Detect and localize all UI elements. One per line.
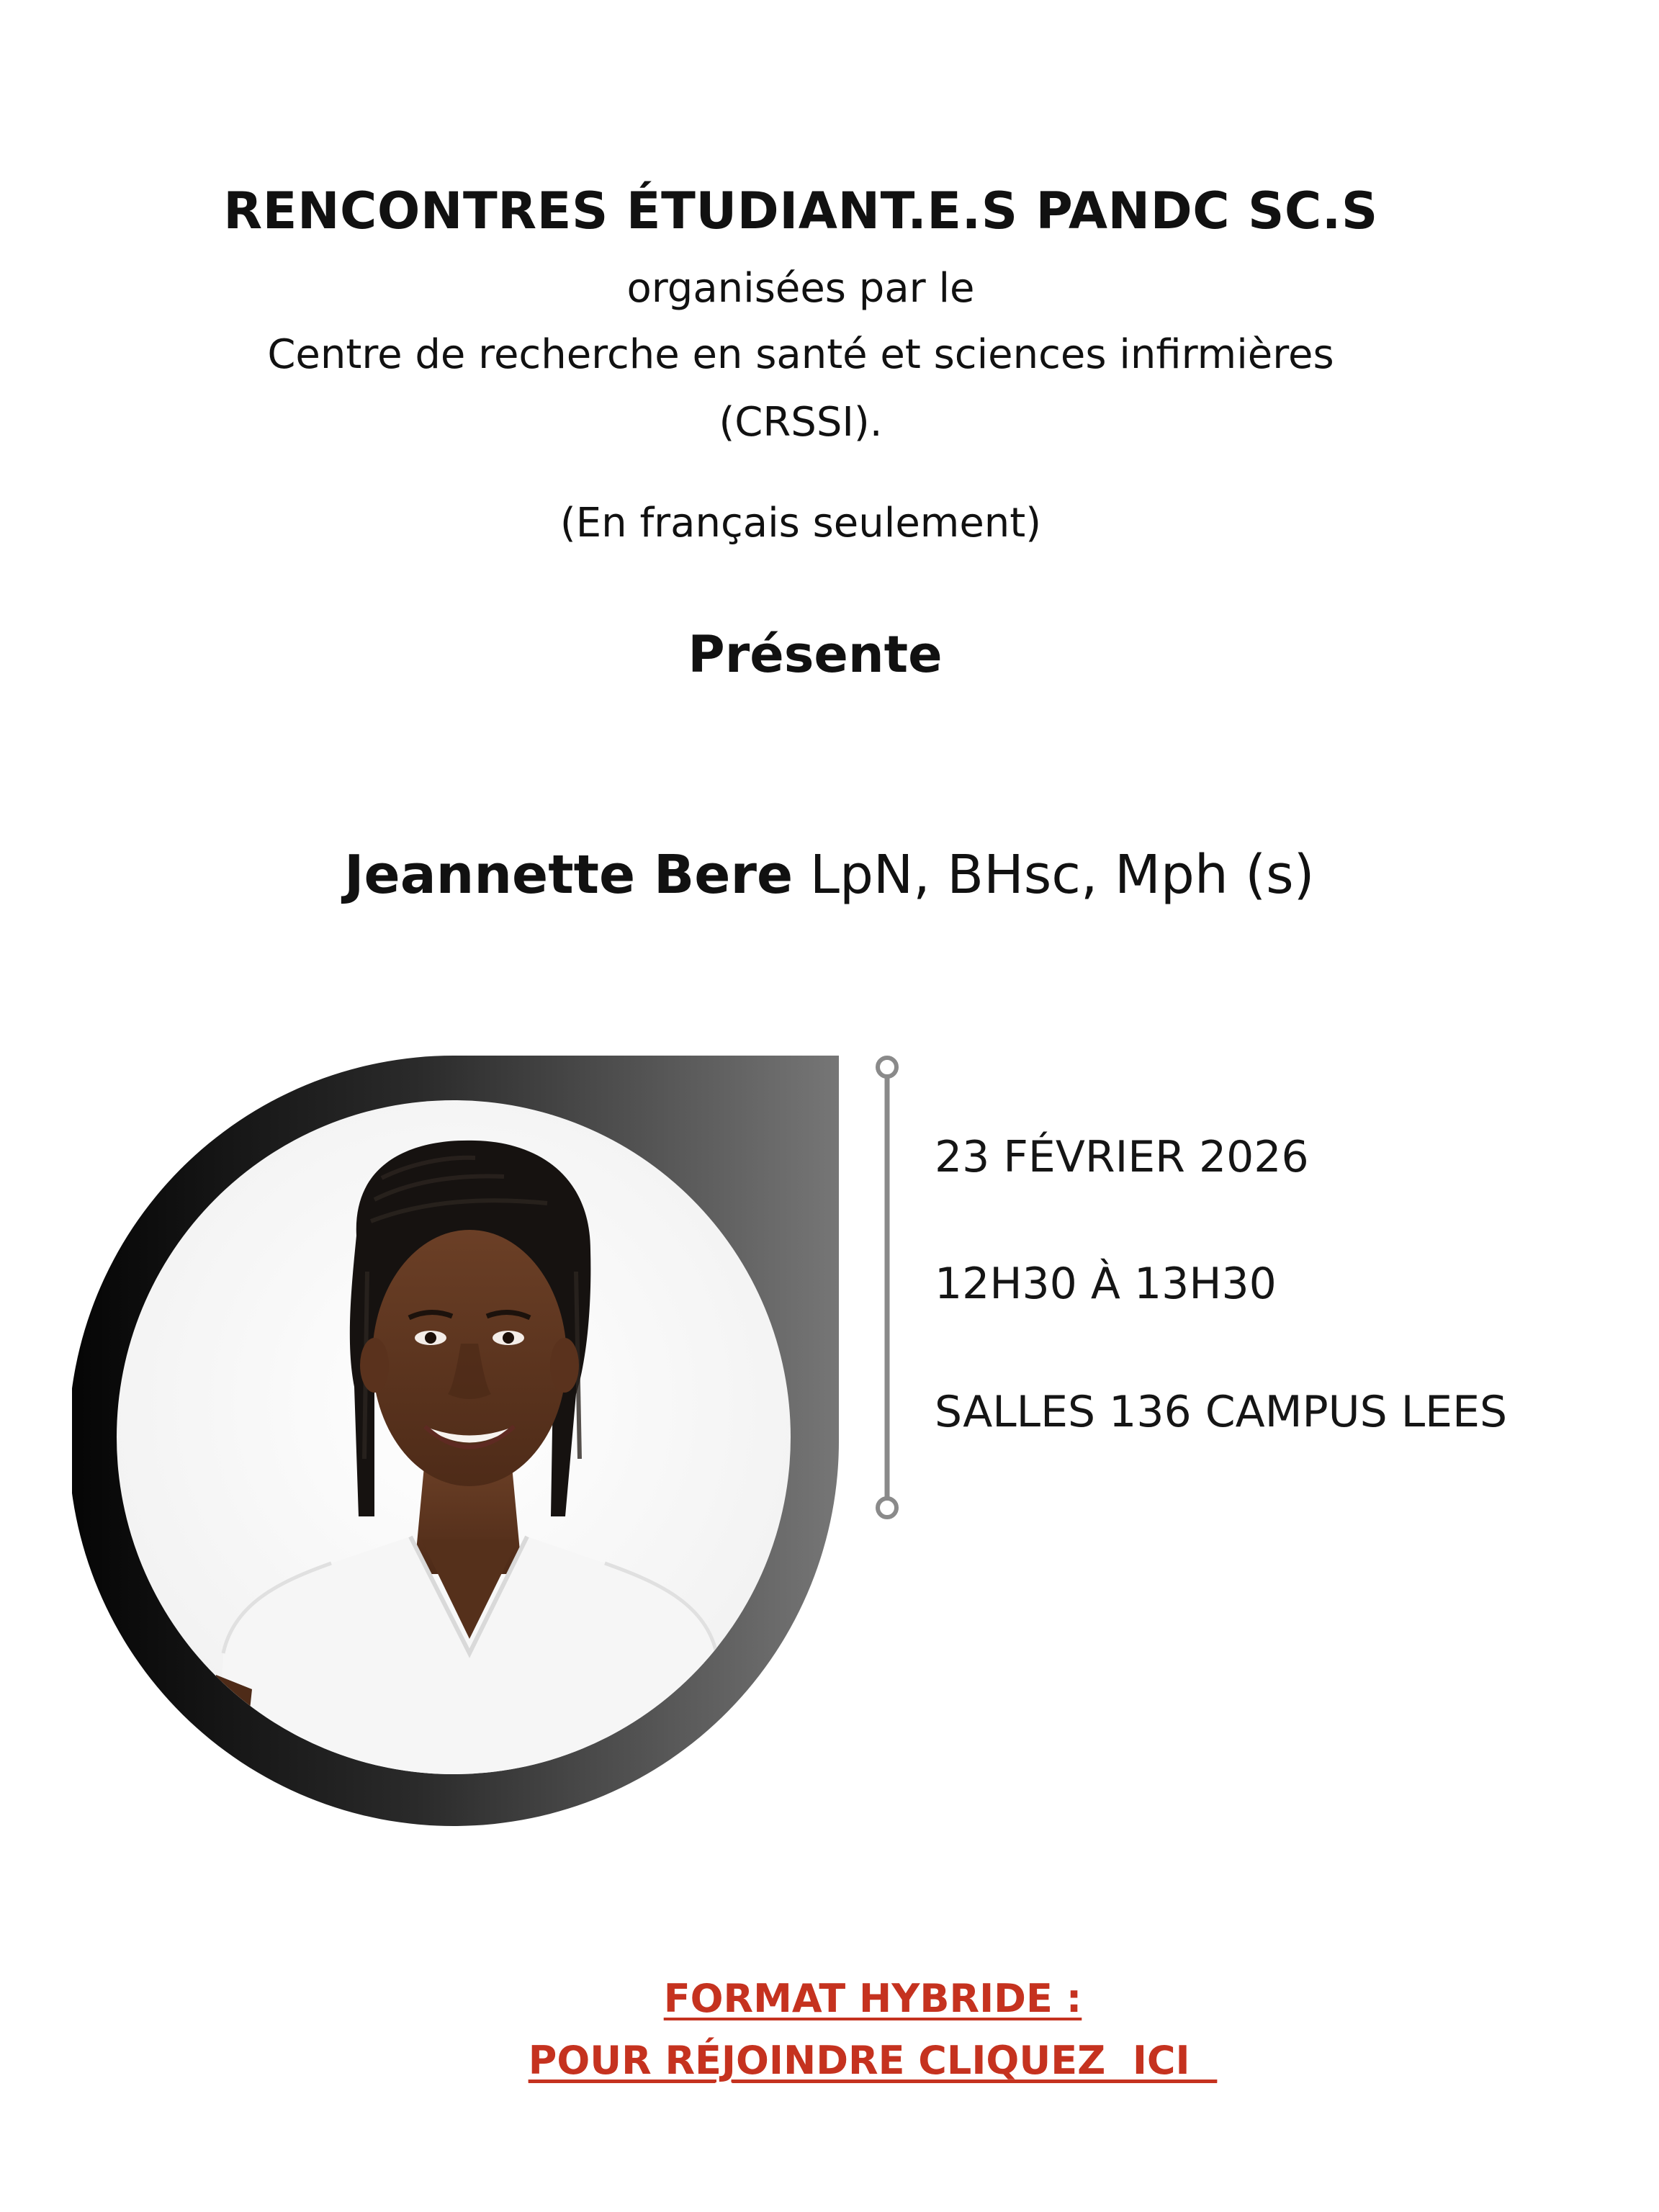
event-location: SALLES 136 CAMPUS LEES <box>935 1387 1508 1437</box>
organized-by-text: organisées par le <box>626 265 975 312</box>
speaker-line <box>344 844 1315 906</box>
event-series-title: RENCONTRES ÉTUDIANT.E.S PANDC SC.S <box>223 181 1378 240</box>
hybrid-format-label: FORMAT HYBRIDE : <box>663 1976 1082 2021</box>
join-link-line <box>43 2038 1659 2083</box>
event-date: 23 FÉVRIER 2026 <box>935 1132 1309 1182</box>
presents-heading: Présente <box>688 625 943 684</box>
join-meeting-link[interactable]: POUR RÉJOINDRE CLIQUEZ ICI <box>528 2038 1218 2083</box>
speaker-name: Jeannette Bere <box>344 844 793 906</box>
research-center-name: Centre de recherche en santé et sciences infirmières <box>267 331 1334 378</box>
event-time: 12H30 À 13H30 <box>935 1259 1277 1309</box>
event-details-timeline <box>866 1050 909 1525</box>
speaker-portrait <box>72 1056 842 1826</box>
language-note: (En français seulement) <box>559 500 1042 547</box>
timeline-line-icon <box>866 1050 909 1525</box>
research-center-acronym: (CRSSI). <box>719 399 883 446</box>
speaker-photo-frame <box>72 1056 842 1826</box>
speaker-credentials: LpN, BHsc, Mph (s) <box>793 844 1315 906</box>
